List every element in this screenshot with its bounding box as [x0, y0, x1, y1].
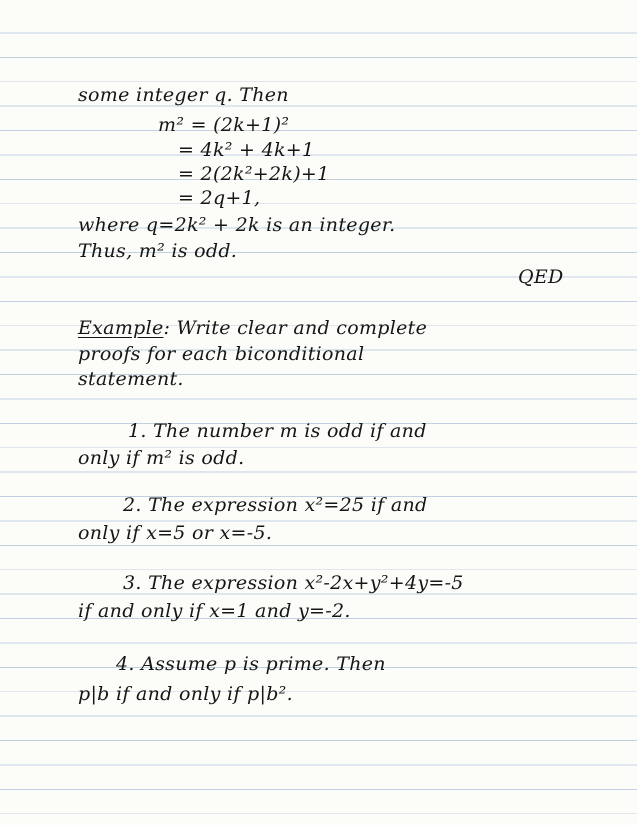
equation-line-1: m² = (2k+1)² [158, 114, 290, 136]
proof-where-line: where q=2k² + 2k is an integer. [78, 214, 396, 236]
item-3-line-2: if and only if x=1 and y=-2. [78, 600, 351, 622]
example-intro-line-3: statement. [78, 368, 184, 390]
example-intro-text: : Write clear and complete [163, 317, 428, 339]
item-2-line-2: only if x=5 or x=-5. [78, 522, 273, 544]
equation-line-2: = 4k² + 4k+1 [178, 139, 315, 161]
item-1-line-2: only if m² is odd. [78, 447, 245, 469]
example-intro-line-1 [78, 317, 427, 339]
equation-line-4: = 2q+1, [178, 187, 261, 209]
item-4-line-2: p|b if and only if p|b². [78, 683, 293, 705]
proof-line-1: some integer q. Then [78, 84, 289, 106]
equation-line-3: = 2(2k²+2k)+1 [178, 163, 330, 185]
item-1-line-1: 1. The number m is odd if and [128, 420, 427, 442]
example-intro-line-2: proofs for each biconditional [78, 343, 365, 365]
example-heading: Example [78, 317, 164, 339]
proof-conclusion-line: Thus, m² is odd. [78, 240, 238, 262]
qed-mark: QED [518, 266, 564, 288]
item-3-line-1: 3. The expression x²-2x+y²+4y=-5 [123, 572, 464, 594]
item-2-line-1: 2. The expression x²=25 if and [123, 494, 428, 516]
item-4-line-1: 4. Assume p is prime. Then [116, 653, 386, 675]
